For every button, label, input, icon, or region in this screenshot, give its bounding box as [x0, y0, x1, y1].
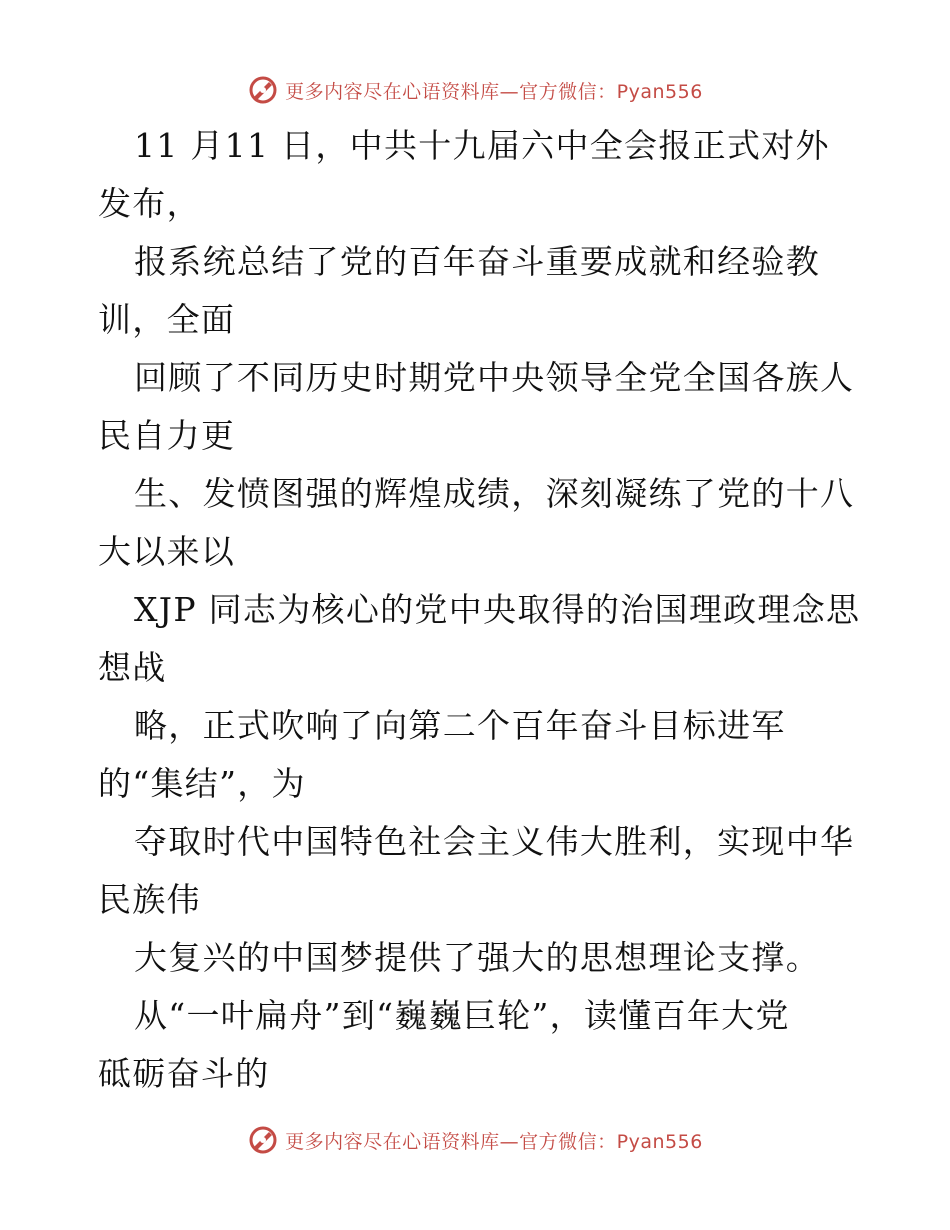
paragraph-line: 大以来以: [98, 532, 236, 571]
paragraph-line: 训，全面: [98, 300, 236, 339]
paragraph-line: 回顾了不同历史时期党中央领导全党全国各族人: [134, 358, 855, 397]
paragraph-line: 大复兴的中国梦提供了强大的思想理论支撑。: [134, 938, 820, 977]
paragraph-line: 略，正式吹响了向第二个百年奋斗目标进军: [134, 706, 786, 745]
paragraph-line: 的“集结”，为: [98, 764, 306, 803]
paragraph-line: 夺取时代中国特色社会主义伟大胜利，实现中华: [134, 822, 855, 861]
paragraph-line: 报系统总结了党的百年奋斗重要成就和经验教: [134, 242, 820, 281]
paragraph-line: 生、发愤图强的辉煌成绩，深刻凝练了党的十八: [134, 474, 855, 513]
pen-nib-logo-icon: [247, 74, 279, 106]
header-watermark-text: 更多内容尽在心语资料库—官方微信：Pyan556: [285, 80, 703, 103]
paragraph-line: 砥砺奋斗的: [98, 1054, 270, 1093]
pen-nib-logo-icon: [247, 1124, 279, 1156]
paragraph-line: 想战: [98, 648, 167, 687]
header-watermark: [0, 70, 950, 110]
footer-watermark-text: 更多内容尽在心语资料库—官方微信：Pyan556: [285, 1130, 703, 1153]
paragraph-line: 民族伟: [98, 880, 201, 919]
paragraph-line: 民自力更: [98, 416, 236, 455]
paragraph-line: 从“一叶扁舟”到“巍巍巨轮”，读懂百年大党: [134, 996, 790, 1035]
footer-watermark: [0, 1120, 950, 1160]
paragraph-line: 11 月11 日，中共十九届六中全会报正式对外: [134, 126, 830, 165]
paragraph-line: XJP 同志为核心的党中央取得的治国理政理念思: [134, 590, 861, 629]
paragraph-line: 发布，: [98, 184, 201, 223]
